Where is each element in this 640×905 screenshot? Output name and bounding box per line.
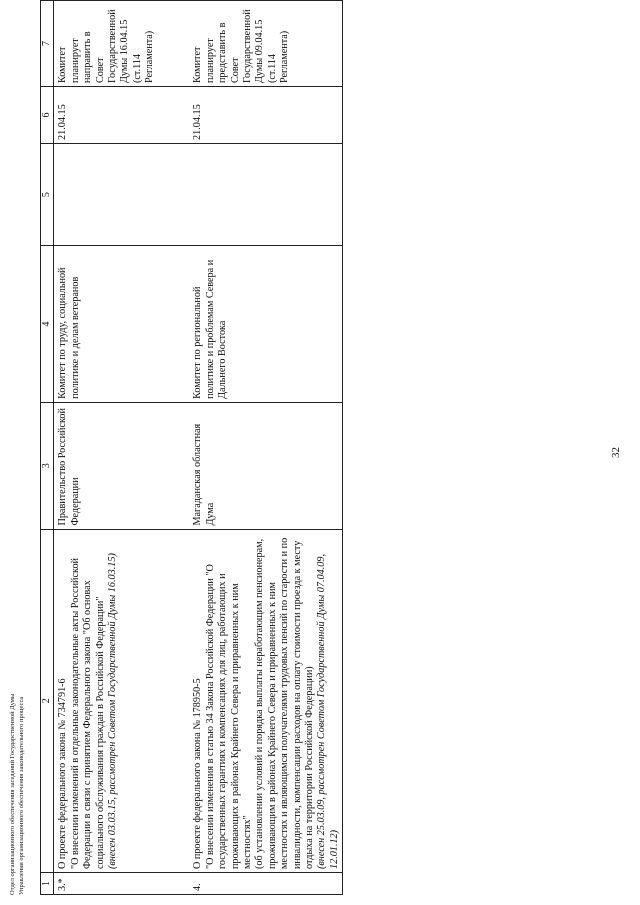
- footer: [8, 555, 26, 895]
- column-header: 1: [41, 873, 54, 895]
- bill-author: Магаданская областная Дума: [183, 402, 342, 529]
- responsible-committee: Комитет по региональной политике и проблемам Севера и Дальнего Востока: [183, 246, 342, 402]
- remark-cell: Комитет планирует направить в Совет Государственной Думы 16.04.15 (ст.114 Регламента): [54, 1, 184, 87]
- table-row: [54, 1, 184, 895]
- remark-cell: Комитет планирует представить в Совет Государственной Думы 09.04.15 (ст.114 Регламента): [183, 1, 342, 87]
- table-header-row: [41, 1, 54, 895]
- bill-author: Правительство Российской Федерации: [54, 402, 184, 529]
- date-cell: 21.04.15: [54, 87, 184, 144]
- row-number: 3.*: [54, 873, 184, 895]
- row-number: 4.: [183, 873, 342, 895]
- column-5-cell: [54, 143, 184, 245]
- column-header: 4: [41, 246, 54, 402]
- bill-title: О проекте федерального закона № 178950-5 "О внесении изменения в статью 34 Закона Российской Федерации "О государственных гарантиях и компенсациях для лиц, работающих и проживающих в районах Крайнего Севера и приравненных к ним местностях" (об установлении условий и порядка выплаты неработающим пенсионерам, проживающим в районах Крайнего Севера и приравненных к ним местностях и являющимся получателями трудовых пенсий по старости и по инвалидности, компенсации расходов на оплату стоимости проезда к месту отдыха на территории Российской Федерации): [192, 537, 316, 870]
- bill-note: (внесен 03.03.15, рассмотрен Советом Государственной Думы 16.03.15): [107, 553, 119, 870]
- date-cell: 21.04.15: [183, 87, 342, 144]
- column-header: 6: [41, 87, 54, 144]
- column-header: 2: [41, 529, 54, 872]
- agenda-table: [40, 0, 343, 895]
- bill-title: О проекте федерального закона № 734791-6 "О внесении изменений в отдельные законодательные акты Российской Федерации в связи с принятием Федерального закона "Об основах социального обслуживания граждан в Российской Федерации": [57, 558, 106, 870]
- page-number: 32: [610, 447, 622, 458]
- footer-line: Отдел организационного обеспечения заседаний Государственной Думы: [9, 693, 16, 895]
- table-row: [183, 1, 342, 895]
- column-5-cell: [183, 143, 342, 245]
- bill-description: [54, 529, 184, 872]
- column-header: 7: [41, 1, 54, 87]
- column-header: 3: [41, 402, 54, 529]
- responsible-committee: Комитет по труду, социальной политике и делам ветеранов: [54, 246, 184, 402]
- column-header: 5: [41, 143, 54, 245]
- bill-note: (внесен 25.03.09, рассмотрен Советом Государственной Думы 07.04.09, 12.01.12): [316, 554, 340, 870]
- bill-description: [183, 529, 342, 872]
- footer-line: Управления организационного обеспечения законодательного процесса: [18, 696, 25, 895]
